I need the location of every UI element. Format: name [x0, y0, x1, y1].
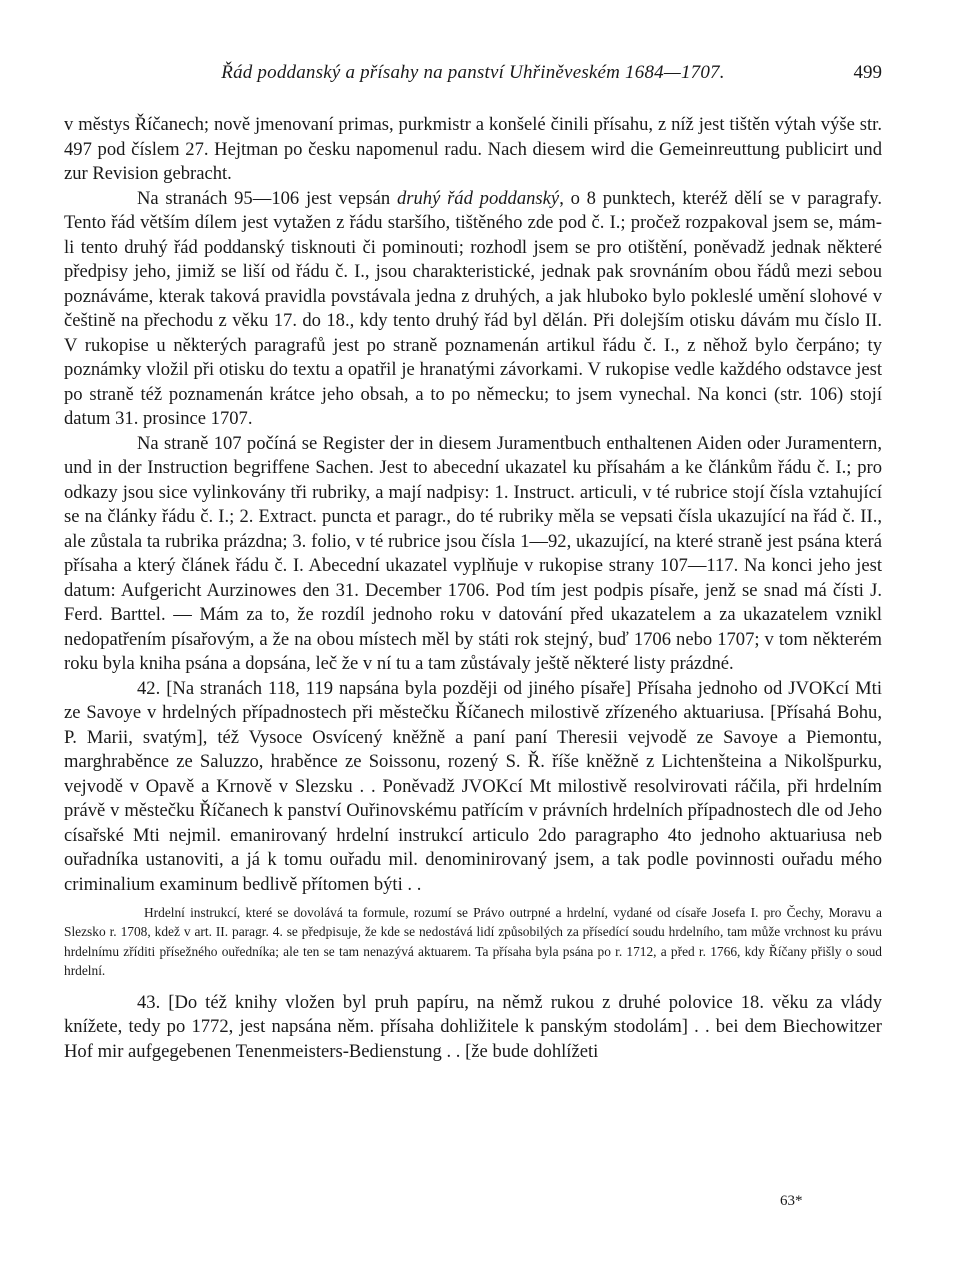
body-text	[64, 113, 882, 1064]
paragraph-italic-term: druhý řád poddanský	[396, 187, 560, 209]
signature-mark: 63*	[780, 1193, 803, 1209]
paragraph-continuation: v městys Říčanech; nově jmenovaní primas, purkmistr a konšelé činili přísahu, z níž jest tištěn výtah výše str. 497 pod číslem 27. Hejtman po česku napomenul radu. Nach diesem wird die Gemeinreuttung publicirt und zur Revision gebracht.	[64, 114, 882, 184]
page-number: 499	[853, 62, 882, 83]
paragraph-text-before: Na stranách 95—106 jest vepsán	[137, 187, 397, 209]
paragraph-42: 42. [Na stranách 118, 119 napsána byla později od jiného písaře] Přísaha jednoho od JVOKcí Mti ze Savoye v hrdelných případnostech při městečku Říčanech milostivě zřízeného aktuariusa. [Přísahá Bohu, P. Marii, svatým], též Vysoce Osvícený kněžně a paní paní Theresii vejvodě ze Savoye a Piemontu, marghraběnce ze Saluzzo, hraběnce ze Soissonu, rozený S. Ř. říše kněžně z Lichtenšteina a Nikolšpurku, vejvodě v Opavě a Krnově v Slezsku . . Poněvadž JVOKcí Mt milostivě resolvirovati ráčila, při hrdelním právě v městečku Říčanech k panství Ouřinovskému patřícím v právních hrdelních případnostech dle od Jeho císařské Mti nejmil. emanirovaný hrdelní instrukcí articulo 2do paragrapho 4to jednoho aktuariusa neb ouřadníka ustanoviti, a já k tomu ouřadu mil. denominirovaný jsem, a tak podle povinnosti ouřadu mého criminalium examinum bedlivě přítomen býti . .	[64, 677, 882, 895]
footnote: Hrdelní instrukcí, které se dovolává ta formule, rozumí se Právo outrpné a hrdelní, vydané od císaře Josefa I. pro Čechy, Moravu a Slezsko r. 1708, kdež v art. II. paragr. 4. se předpisuje, že kde se nedostává lidí způsobilých za přísedící soudu hrdelního, tam může vrchnost ku právu hrdelnímu zříditi přísežného ouředníka; ale ten se tam nenazývá aktuarem. Ta přísaha byla psána po r. 1712, a před r. 1766, kdy Říčany přišly o soud hrdelní.	[64, 905, 882, 979]
paragraph-43: 43. [Do též knihy vložen byl pruh papíru, na němž rukou z druhé polovice 18. věku za vlády knížete, tedy po 1772, jest napsána něm. přísaha dohližitele k panským stodolám] . . bei dem Biechowitzer Hof mir aufgegebenen Tenenmeisters-Bedienstung . . [že bude dohlížeti	[64, 991, 882, 1062]
paragraph-second-order	[64, 187, 882, 432]
paragraph-register: Na straně 107 počíná se Register der in diesem Juramentbuch enthaltenen Aiden oder Juramentern, und in der Instruction begriffene Sachen. Jest to abecední ukazatel ku přísahám a ke článkům řádu č. I.; pro odkazy jsou sice vylinkovány tři rubriky, a mají nadpisy: 1. Instruct. articuli, v té rubrice stojí čísla vztahující se na články řádu č. I.; 2. Extract. puncta et paragr., do té rubriky měla se vepsati čísla ukazující na řád č. II., ale zůstala ta rubrika prázdna; 3. folio, v té rubrice jsou čísla 1—92, ukazující, na které straně jest psána která přísaha a který článek řádu č. I. Abecední ukazatel vyplňuje v rukopise strany 107—117. Na konci jeho jest datum: Aufgericht Aurzinowes den 31. December 1706. Pod tím jest podpis písaře, jenž se snad má čísti J. Ferd. Barttel. — Mám za to, že rozdíl jednoho roku v datování před ukazatelem a za ukazatelem vznikl nedopatřením písařovým, a že na obou místech měl by státi rok stejný, buď 1706 nebo 1707; v tom některém roku byla kniha psána a dopsána, leč že v ní tu a tam zůstávaly ještě některé listy prázdné.	[64, 432, 882, 674]
running-header-title: Řád poddanský a přísahy na panství Uhřiněveském 1684—1707.	[221, 62, 725, 83]
running-header	[64, 62, 882, 88]
paragraph-text-after: , o 8 punktech, kteréž dělí se v paragrafy. Tento řád větším dílem jest vytažen z řádu staršího, tištěného zde pod č. I.; pročež rozpakoval jsem se, mám-li tento druhý řád poddanský tisknouti či pominouti; rozhodl jsem se pro otištění, poněvadž jednak některé předpisy jeho, jimiž se liší od řádu č. I., jsou charakteristické, jednak pak srovnáním obou řádů mezi sebou poznáváme, kterak taková pravidla povstávala jedna z druhých, a jak hluboko bylo pokleslé umění slohové v češtině na přechodu z věku 17. do 18., kdy tento druhý řád byl dělán. Při dolejším otisku dávám mu číslo II. V rukopise u některých paragrafů jest po straně poznamenán artikul řádu č. I., z něhož bylo čerpáno; ty poznámky vložil při otisku do textu a opatřil je hranatými závorkami. V rukopise vedle každého odstavce jest po straně též poznamenán krátce jeho obsah, a to po německu; to jsem vynechal. Na konci (str. 106) stojí datum 31. prosince 1707.	[64, 187, 883, 429]
